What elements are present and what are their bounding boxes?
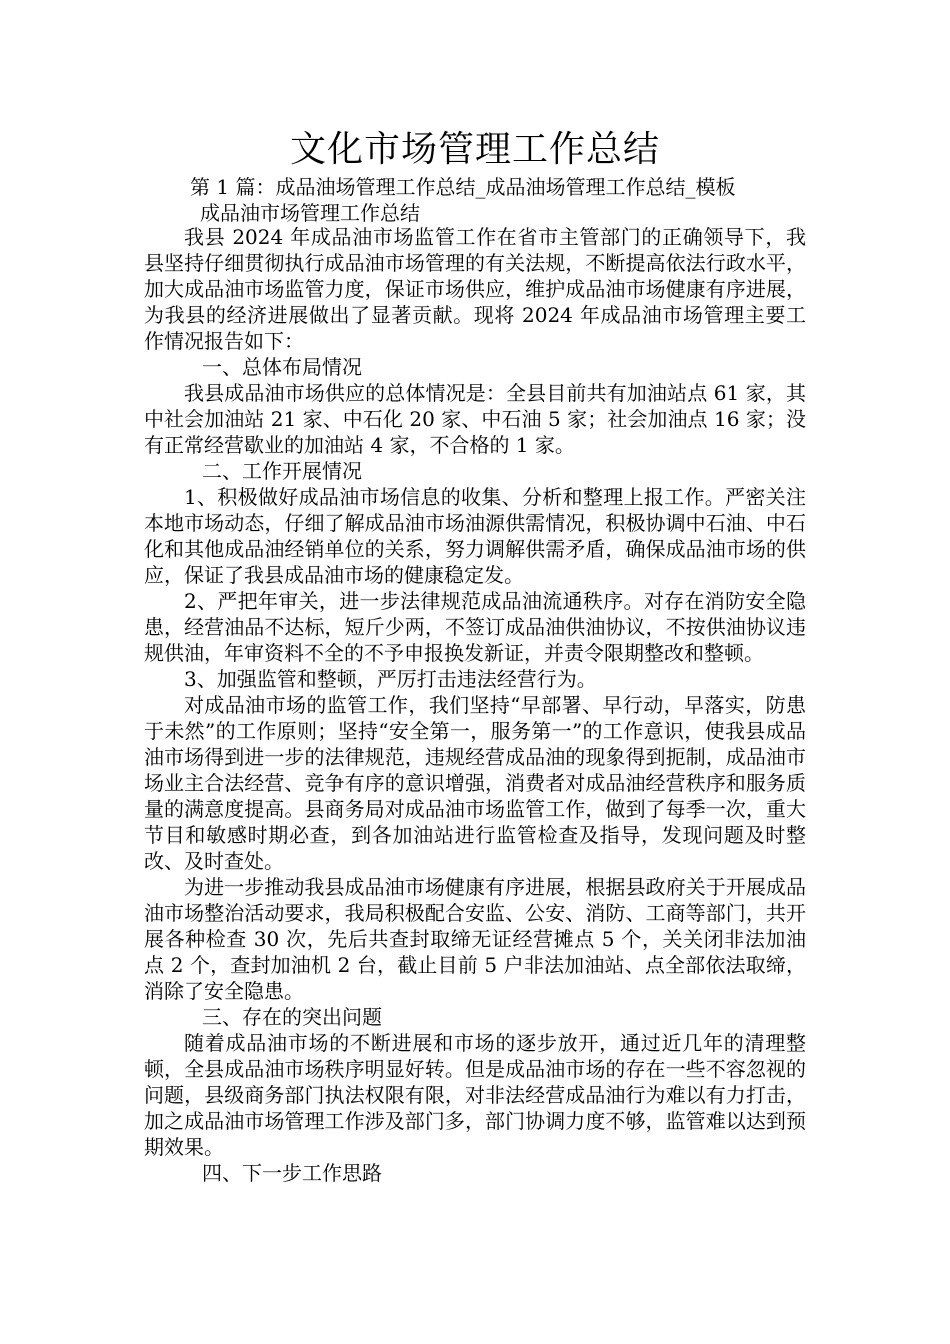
paragraph-item-3: 3、加强监管和整顿，严厉打击违法经营行为。 (184, 667, 597, 691)
section-heading-1: 一、总体布局情况 (202, 355, 362, 379)
paragraph-item-1: 1、积极做好成品油市场信息的收集、分析和整理上报工作。严密关注本地市场动态，仔细了解成品油市场油源供需情况，积极协调中石油、中石化和其他成品油经销单位的关系，努力调解供需矛盾，确保成品油市场的供应，保证了我县成品油市场的健康稳定发。 (144, 485, 806, 587)
paragraph-item-2: 2、严把年审关，进一步法律规范成品油流通秩序。对存在消防安全隐患，经营油品不达标，短斤少两，不签订成品油供油协议，不按供油协议违规供油，年审资料不全的不予申报换发新证，并责令限期整改和整顿。 (144, 589, 806, 665)
document-subtitle: 第 1 篇：成品油场管理工作总结_成品油场管理工作总结_模板 (190, 175, 736, 199)
paragraph-intro: 我县 2024 年成品油市场监管工作在省市主管部门的正确领导下，我县坚持仔细贯彻执行成品油市场管理的有关法规，不断提高依法行政水平，加大成品油市场监管力度，保证市场供应，维护成品油市场健康有序进展，为我县的经济进展做出了显著贡献。现将 2024 年成品油市场管理主要工作情况报告如下： (144, 225, 806, 353)
document-body (144, 224, 806, 1186)
paragraph-rectification: 为进一步推动我县成品油市场健康有序进展，根据县政府关于开展成品油市场整治活动要求，我局积极配合安监、公安、消防、工商等部门，共开展各种检查 30 次，先后共查封取缔无证经营摊点 5 个，关关闭非法加油点 2 个，查封加油机 2 台，截止目前 5 户非法加油站、点全部依法取缔，消除了安全隐患。 (144, 875, 806, 1003)
section-heading-3: 三、存在的突出问题 (202, 1005, 382, 1029)
paragraph-supervision: 对成品油市场的监管工作，我们坚持“早部署、早行动，早落实，防患于未然”的工作原则；坚持“安全第一，服务第一”的工作意识，使我县成品油市场得到进一步的法律规范，违规经营成品油的现象得到扼制，成品油市场业主合法经营、竞争有序的意识增强，消费者对成品油经营秩序和服务质量的满意度提高。县商务局对成品油市场监管工作，做到了每季一次，重大节目和敏感时期必查，到各加油站进行监管检查及指导，发现问题及时整改、及时查处。 (144, 693, 806, 873)
paragraph-overview: 我县成品油市场供应的总体情况是：全县目前共有加油站点 61 家，其中社会加油站 21 家、中石化 20 家、中石油 5 家；社会加油点 16 家；没有正常经营歇业的加油站 4 家，不合格的 1 家。 (144, 381, 806, 457)
section-heading-2: 二、工作开展情况 (202, 459, 362, 483)
document-title: 文化市场管理工作总结 (289, 129, 660, 170)
paragraph-problems: 随着成品油市场的不断进展和市场的逐步放开，通过近几年的清理整顿，全县成品油市场秩序明显好转。但是成品油市场的存在一些不容忽视的问题，县级商务部门执法权限有限，对非法经营成品油行为难以有力打击，加之成品油市场管理工作涉及部门多，部门协调力度不够，监管难以达到预期效果。 (144, 1031, 806, 1159)
document-subheading: 成品油市场管理工作总结 (200, 201, 420, 225)
section-heading-4: 四、下一步工作思路 (202, 1161, 382, 1185)
